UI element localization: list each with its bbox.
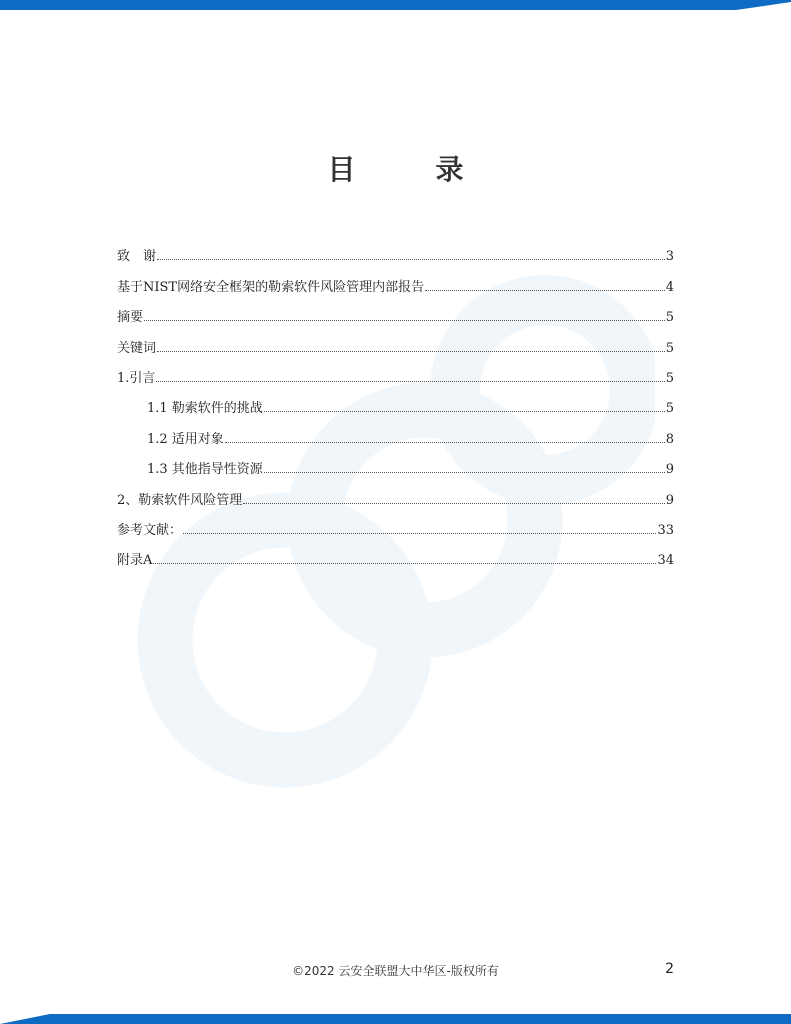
toc-entry[interactable] bbox=[117, 422, 674, 452]
toc-entry-page: 9 bbox=[665, 462, 674, 478]
toc-entry-label: 2、勒索软件风险管理 bbox=[117, 492, 243, 508]
toc-entry[interactable] bbox=[117, 453, 674, 483]
toc-dot-leader bbox=[183, 533, 656, 534]
toc-entry-page: 5 bbox=[665, 370, 674, 386]
toc-entry[interactable] bbox=[117, 270, 674, 300]
toc-entry-page: 33 bbox=[657, 522, 674, 538]
toc-entry-label: 参考文献： bbox=[117, 522, 183, 538]
toc-dot-leader bbox=[425, 290, 665, 291]
toc-entry-label: 致 谢 bbox=[117, 249, 157, 265]
toc-entry[interactable] bbox=[117, 240, 674, 270]
toc-entry[interactable] bbox=[117, 514, 674, 544]
toc-entry[interactable] bbox=[117, 301, 674, 331]
toc-entry-label: 1.1 勒索软件的挑战 bbox=[147, 401, 263, 417]
toc-entry-page: 5 bbox=[665, 340, 674, 356]
table-of-contents bbox=[117, 240, 674, 574]
toc-dot-leader bbox=[156, 381, 664, 382]
toc-entry-label: 关键词 bbox=[117, 340, 157, 356]
bottom-footer-band bbox=[0, 1010, 791, 1024]
toc-dot-leader bbox=[264, 411, 665, 412]
toc-dot-leader bbox=[264, 472, 665, 473]
toc-entry-page: 5 bbox=[665, 310, 674, 326]
toc-entry-label: 1.引言 bbox=[117, 370, 156, 386]
toc-entry-label: 1.3 其他指导性资源 bbox=[147, 462, 263, 478]
toc-entry-label: 附录A bbox=[117, 553, 153, 569]
toc-entry-page: 34 bbox=[657, 553, 674, 569]
footer-page-number: 2 bbox=[665, 961, 674, 977]
toc-dot-leader bbox=[225, 442, 665, 443]
page-title: 目 录 bbox=[327, 153, 490, 186]
toc-entry[interactable] bbox=[117, 331, 674, 361]
toc-dot-leader bbox=[144, 320, 665, 321]
toc-entry[interactable] bbox=[117, 392, 674, 422]
toc-entry-page: 9 bbox=[665, 492, 674, 508]
toc-dot-leader bbox=[157, 351, 665, 352]
toc-dot-leader bbox=[157, 259, 665, 260]
toc-entry-page: 5 bbox=[665, 401, 674, 417]
toc-entry-page: 4 bbox=[665, 279, 674, 295]
toc-entry[interactable] bbox=[117, 362, 674, 392]
toc-entry-label: 摘要 bbox=[117, 310, 144, 326]
toc-dot-leader bbox=[153, 563, 656, 564]
toc-entry[interactable] bbox=[117, 544, 674, 574]
toc-entry[interactable] bbox=[117, 483, 674, 513]
toc-entry-label: 1.2 适用对象 bbox=[147, 431, 224, 447]
toc-entry-page: 8 bbox=[665, 431, 674, 447]
toc-dot-leader bbox=[243, 503, 664, 504]
footer-copyright: ©2022 云安全联盟大中华区-版权所有 bbox=[292, 964, 499, 978]
toc-entry-page: 3 bbox=[665, 249, 674, 265]
top-header-band bbox=[0, 0, 791, 14]
toc-entry-label: 基于NIST网络安全框架的勒索软件风险管理内部报告 bbox=[117, 279, 425, 295]
